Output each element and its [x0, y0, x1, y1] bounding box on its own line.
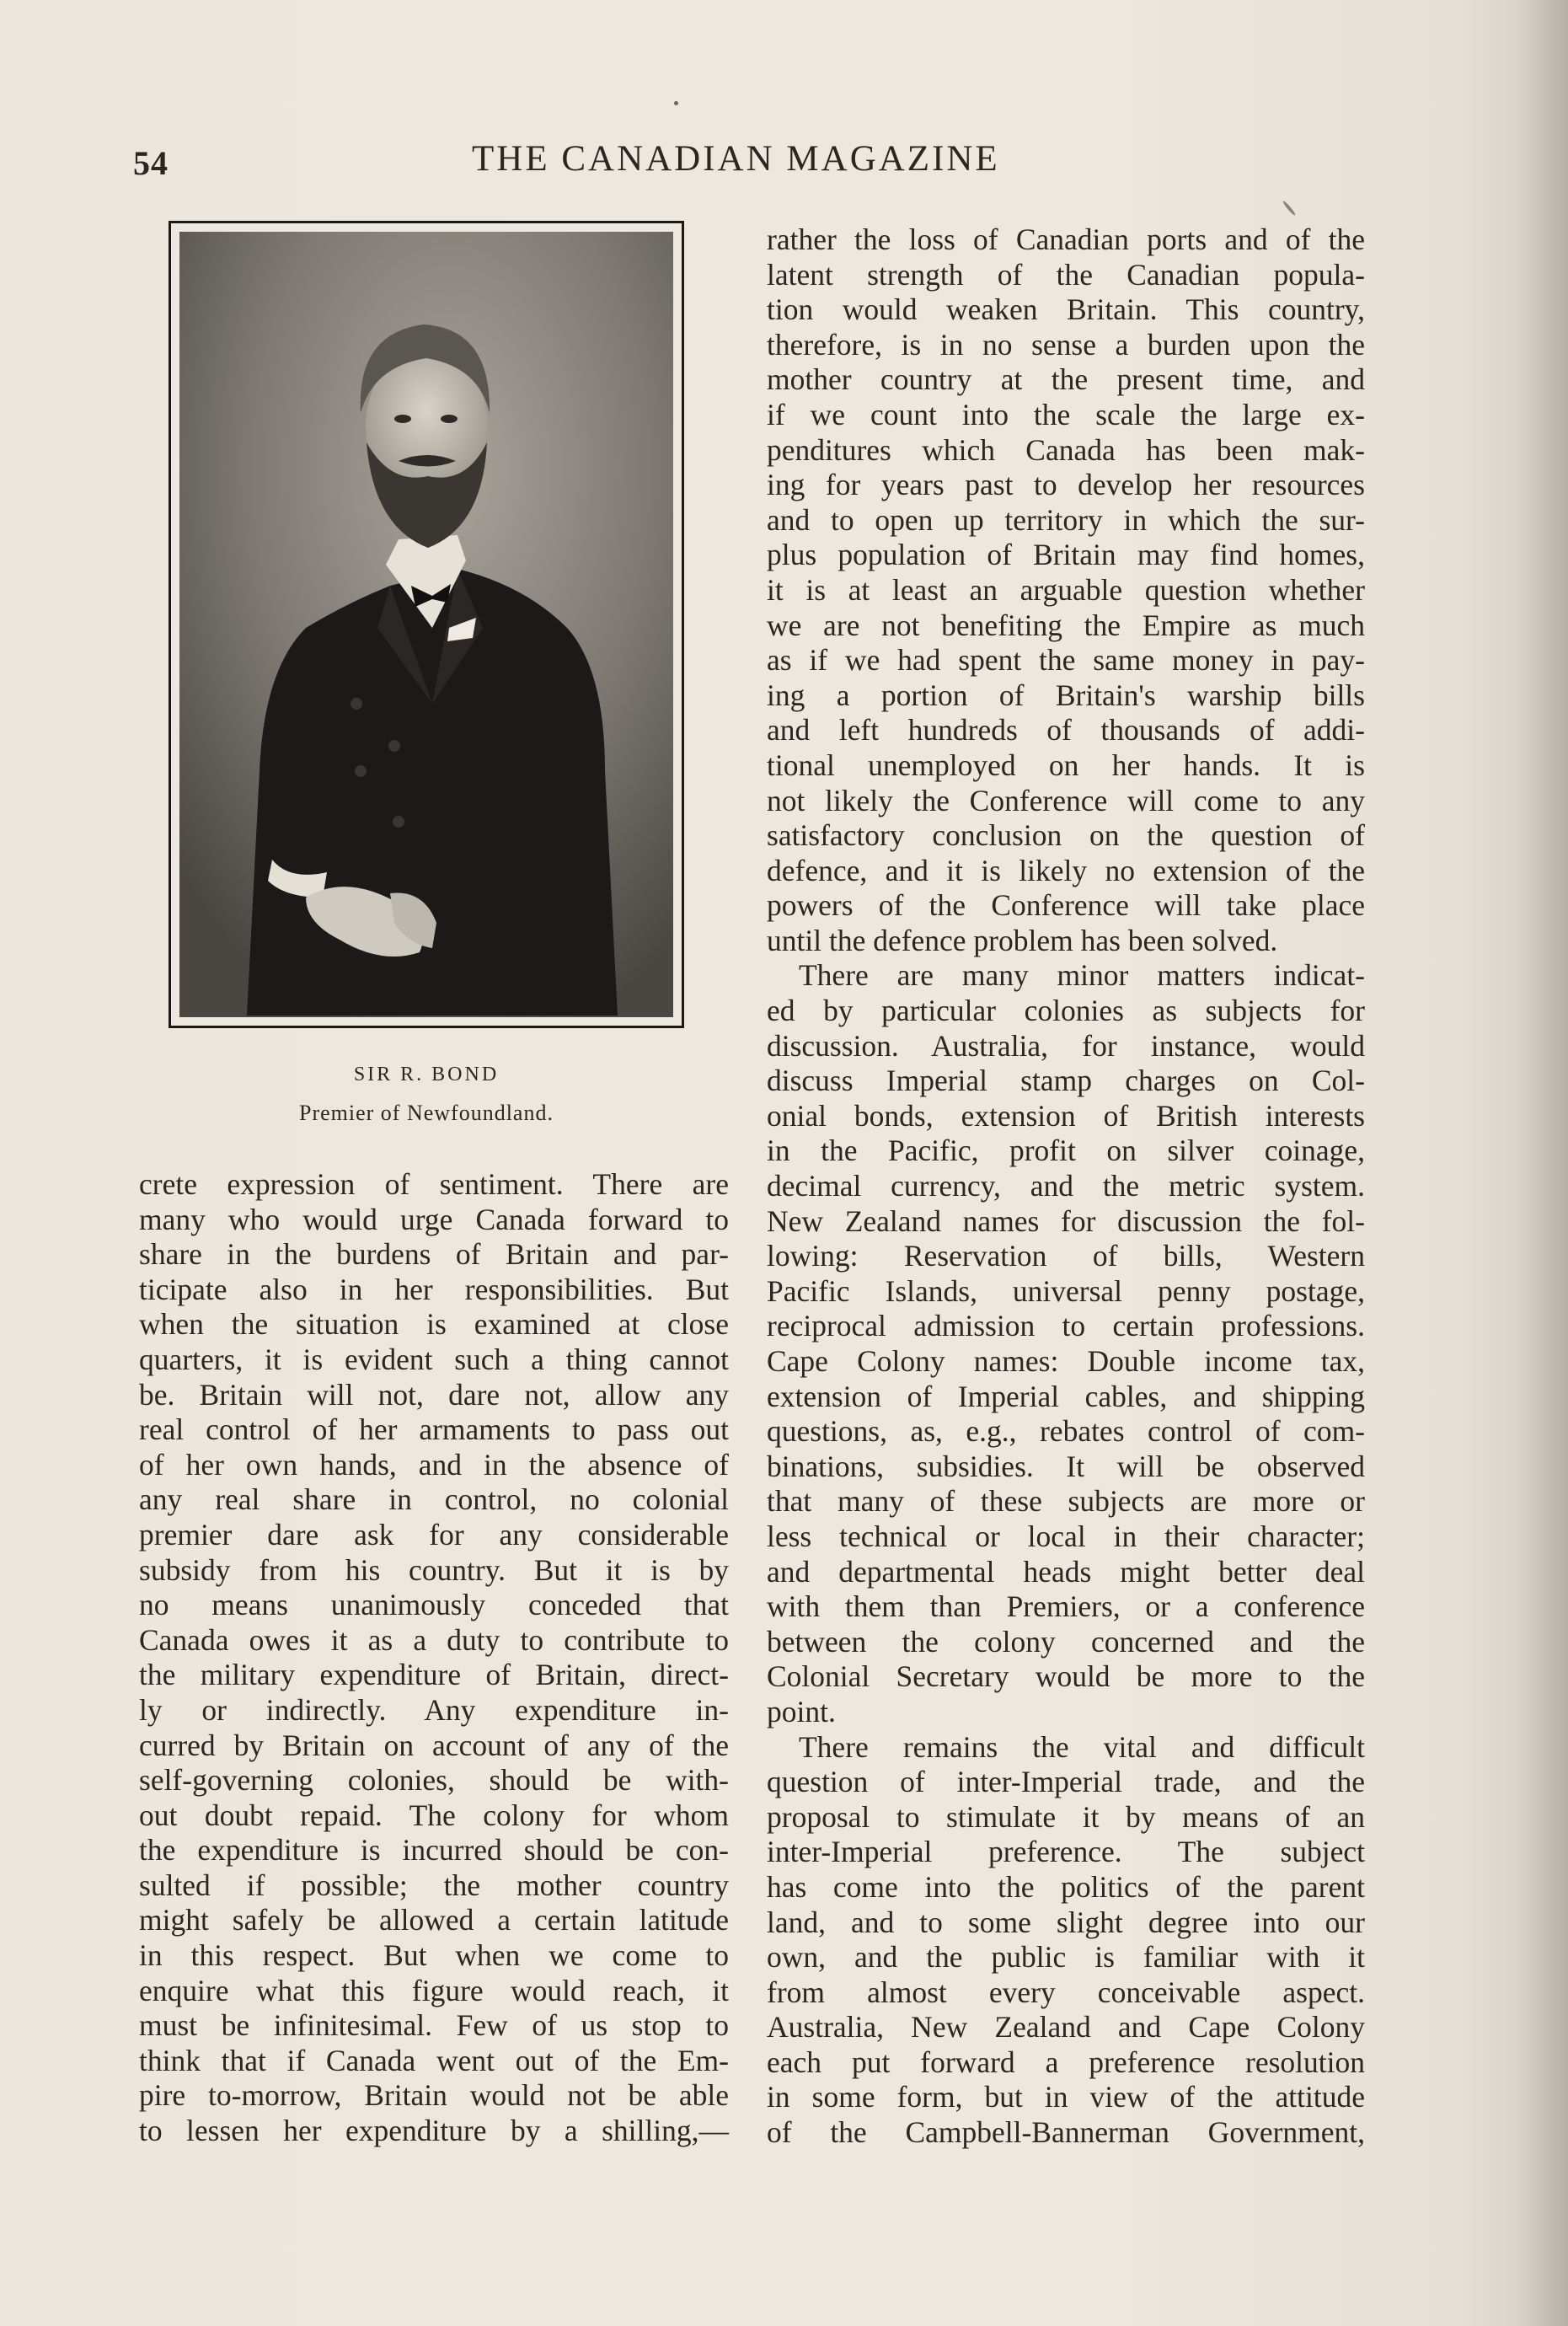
text-line: questions, as, e.g., rebates control of com-: [767, 1414, 1365, 1449]
print-speck: [1282, 200, 1296, 216]
text-line: extension of Imperial cables, and shipping: [767, 1379, 1365, 1413]
text-line: that many of these subjects are more or: [767, 1484, 1365, 1519]
text-line: pire to-morrow, Britain would not be able: [139, 2078, 729, 2113]
text-line: as if we had spent the same money in pay-: [767, 643, 1365, 678]
text-line: binations, subsidies. It will be observed: [767, 1449, 1365, 1483]
paragraph-start-line: There are many minor matters indicat-: [799, 958, 1365, 993]
text-line: and left hundreds of thousands of addi-: [767, 713, 1365, 748]
left-column-text: [139, 1167, 729, 2149]
print-speck: [674, 101, 678, 105]
button-2: [388, 740, 400, 752]
text-line: ticipate also in her responsibilities. But: [139, 1272, 729, 1306]
coat: [247, 569, 618, 1016]
text-line: we are not benefiting the Empire as much: [767, 608, 1365, 642]
text-line: ing for years past to develop her resources: [767, 468, 1365, 502]
button-1: [351, 698, 362, 710]
text-line: share in the burdens of Britain and par-: [139, 1237, 729, 1272]
text-line: has come into the politics of the parent: [767, 1869, 1365, 1904]
text-line: subsidy from his country. But it is by: [139, 1552, 729, 1587]
paragraph-start-line: There remains the vital and difficult: [799, 1729, 1365, 1764]
page-edge-shadow: [1517, 0, 1568, 2326]
text-line: lowing: Reservation of bills, Western: [767, 1239, 1365, 1273]
text-line: of the Campbell-Bannerman Government,: [767, 2115, 1365, 2150]
figure-caption-name: SIR R. BOND: [353, 1064, 500, 1085]
text-line: reciprocal admission to certain professions.: [767, 1309, 1365, 1343]
text-line: of her own hands, and in the absence of: [139, 1447, 729, 1482]
text-line: own, and the public is familiar with it: [767, 1940, 1365, 1975]
text-line: latent strength of the Canadian popula-: [767, 257, 1365, 292]
text-line: proposal to stimulate it by means of an: [767, 1799, 1365, 1834]
text-line: Canada owes it as a duty to contribute to: [139, 1622, 729, 1657]
text-line: premier dare ask for any considerable: [139, 1517, 729, 1552]
portrait-photo: [179, 232, 673, 1017]
text-line: it is at least an arguable question whether: [767, 572, 1365, 607]
running-head: THE CANADIAN MAGAZINE: [472, 139, 1000, 179]
portrait-figure: [169, 221, 684, 1028]
text-line: and departmental heads might better deal: [767, 1554, 1365, 1589]
text-line: if we count into the scale the large ex-: [767, 397, 1365, 431]
text-line: real control of her armaments to pass out: [139, 1412, 729, 1447]
text-line: between the colony concerned and the: [767, 1624, 1365, 1659]
text-line: onial bonds, extension of British interests: [767, 1098, 1365, 1133]
text-line: penditures which Canada has been mak-: [767, 432, 1365, 467]
text-line: mother country at the present time, and: [767, 362, 1365, 397]
button-4: [393, 816, 404, 828]
text-line: self-governing colonies, should be with-: [139, 1763, 729, 1798]
text-line: powers of the Conference will take place: [767, 888, 1365, 923]
text-line: from almost every conceivable aspect.: [767, 1975, 1365, 2009]
text-line: less technical or local in their character;: [767, 1519, 1365, 1553]
text-line: crete expression of sentiment. There are: [139, 1167, 729, 1201]
text-line: think that if Canada went out of the Em-: [139, 2043, 729, 2077]
left-eye: [394, 415, 411, 423]
text-line: might safely be allowed a certain latitude: [139, 1903, 729, 1937]
text-line: tion would weaken Britain. This country,: [767, 292, 1365, 327]
text-line: no means unanimously conceded that: [139, 1588, 729, 1622]
paragraph-end-line: point.: [767, 1694, 836, 1728]
text-line: inter-Imperial preference. The subject: [767, 1835, 1365, 1869]
text-line: ed by particular colonies as subjects for: [767, 994, 1365, 1028]
text-line: decimal currency, and the metric system.: [767, 1169, 1365, 1203]
text-line: ing a portion of Britain's warship bills: [767, 678, 1365, 712]
text-line: in this respect. But when we come to: [139, 1938, 729, 1973]
text-line: discuss Imperial stamp charges on Col-: [767, 1064, 1365, 1098]
text-line: out doubt repaid. The colony for whom: [139, 1798, 729, 1832]
text-line: rather the loss of Canadian ports and of the: [767, 222, 1365, 256]
text-line: many who would urge Canada forward to: [139, 1202, 729, 1236]
text-line: and to open up territory in which the sur-: [767, 502, 1365, 537]
text-line: Australia, New Zealand and Cape Colony: [767, 2010, 1365, 2045]
text-line: be. Britain will not, dare not, allow any: [139, 1377, 729, 1412]
text-line: in some form, but in view of the attitude: [767, 2080, 1365, 2114]
text-line: discussion. Australia, for instance, would: [767, 1028, 1365, 1063]
text-line: each put forward a preference resolution: [767, 2045, 1365, 2079]
text-line: enquire what this figure would reach, it: [139, 1973, 729, 2007]
text-line: tional unemployed on her hands. It is: [767, 748, 1365, 782]
text-line: curred by Britain on account of any of the: [139, 1728, 729, 1762]
text-line: sulted if possible; the mother country: [139, 1868, 729, 1902]
figure-caption-title: Premier of Newfoundland.: [299, 1101, 554, 1125]
right-eye: [441, 415, 458, 423]
paragraph-end-line: until the defence problem has been solved.: [767, 923, 1278, 957]
text-line: defence, and it is likely no extension of the: [767, 853, 1365, 887]
text-line: question of inter-Imperial trade, and the: [767, 1765, 1365, 1799]
text-line: any real share in control, no colonial: [139, 1482, 729, 1517]
text-line: must be infinitesimal. Few of us stop to: [139, 2008, 729, 2043]
text-line: to lessen her expenditure by a shilling,—: [139, 2114, 729, 2148]
text-line: when the situation is examined at close: [139, 1307, 729, 1342]
text-line: the expenditure is incurred should be con-: [139, 1833, 729, 1868]
text-line: with them than Premiers, or a conference: [767, 1589, 1365, 1624]
text-line: Colonial Secretary would be more to the: [767, 1659, 1365, 1694]
page-number: 54: [133, 144, 169, 182]
text-line: land, and to some slight degree into our: [767, 1905, 1365, 1939]
text-line: New Zealand names for discussion the fol-: [767, 1203, 1365, 1238]
text-line: not likely the Conference will come to any: [767, 783, 1365, 817]
text-line: in the Pacific, profit on silver coinage,: [767, 1134, 1365, 1168]
text-line: ly or indirectly. Any expenditure in-: [139, 1692, 729, 1727]
text-line: quarters, it is evident such a thing cannot: [139, 1342, 729, 1376]
text-line: therefore, is in no sense a burden upon the: [767, 327, 1365, 362]
text-line: satisfactory conclusion on the question of: [767, 818, 1365, 853]
button-3: [355, 765, 367, 777]
text-line: Cape Colony names: Double income tax,: [767, 1344, 1365, 1378]
text-line: Pacific Islands, universal penny postage,: [767, 1273, 1365, 1308]
text-line: plus population of Britain may find homes,: [767, 538, 1365, 572]
right-column-text: [767, 222, 1365, 2151]
text-line: the military expenditure of Britain, direct-: [139, 1658, 729, 1692]
